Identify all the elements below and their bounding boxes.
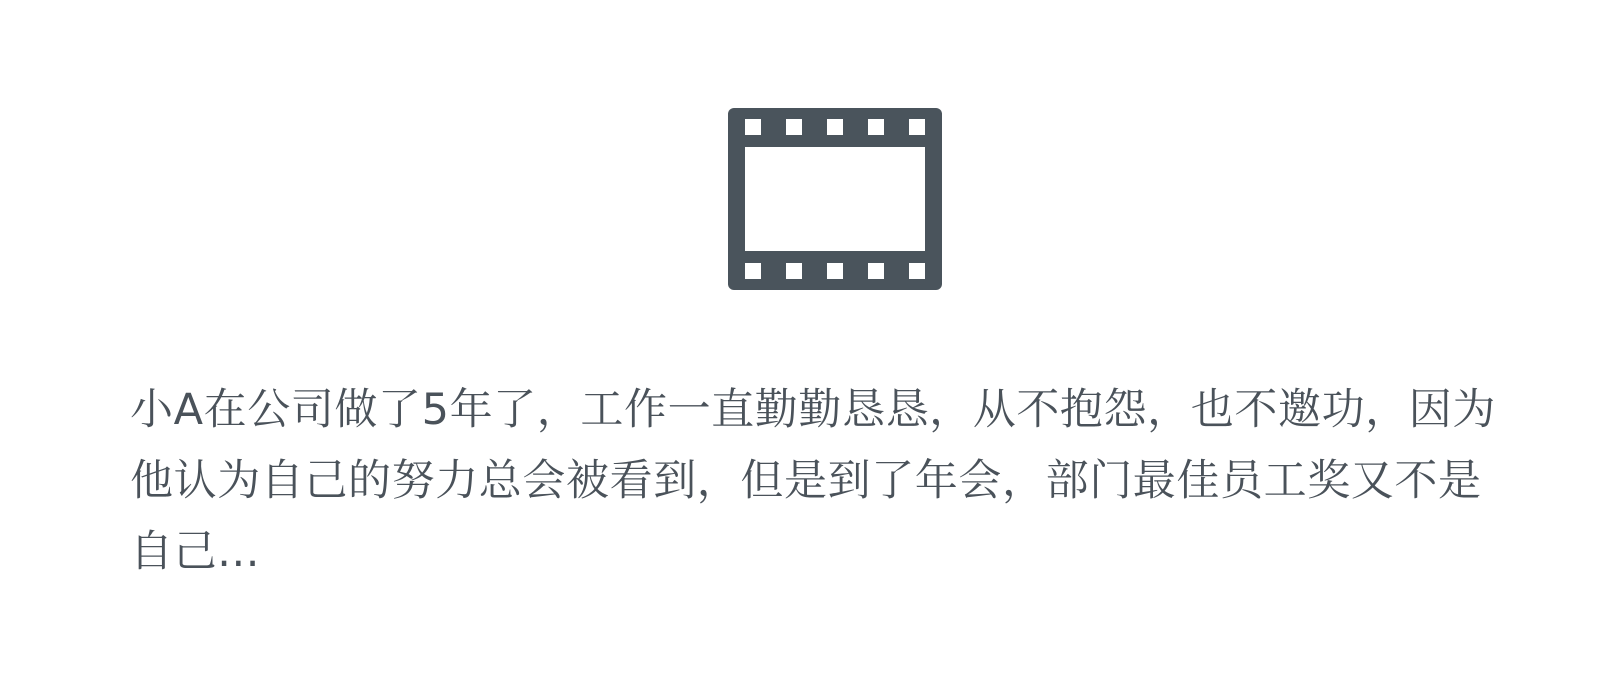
video-description: 小A在公司做了5年了，工作一直勤勤恳恳，从不抱怨，也不邀功，因为他认为自己的努力总会被看到，但是到了年会，部门最佳员工奖又不是自己... xyxy=(130,385,1496,577)
film-icon xyxy=(728,108,942,290)
